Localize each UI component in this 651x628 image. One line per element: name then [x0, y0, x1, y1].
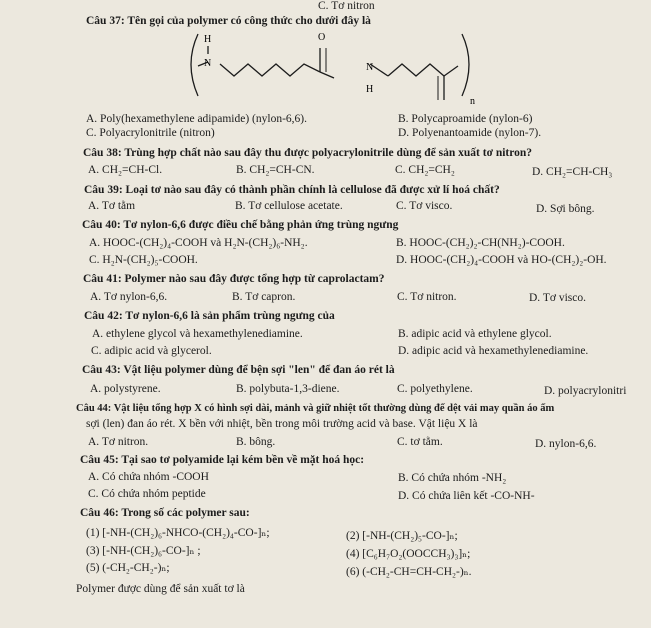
q40-option-b: B. HOOC-(CH₂)₂-CH(NH₂)-COOH. [396, 237, 565, 249]
q45-option-b: B. Có chứa nhóm -NH₂ [398, 472, 507, 484]
q43-option-d: D. polyacrylonitri [544, 385, 627, 397]
struct-n2: N [366, 62, 374, 73]
q37-option-a: A. Poly(hexamethylene adipamide) (nylon-6,6). [86, 113, 307, 125]
q39-option-d: D. Sợi bông. [536, 203, 595, 215]
q41-option-a: A. Tơ nylon-6,6. [90, 291, 168, 303]
q43-option-a: A. polystyrene. [90, 383, 161, 395]
nylon-66-structure [180, 26, 500, 108]
q44-option-b: B. bông. [236, 436, 276, 448]
struct-h2: H [366, 84, 374, 95]
q45-option-d: D. Có chứa liên kết -CO-NH- [398, 490, 535, 502]
q46-item-1: (1) [-NH-(CH₂)₆-NHCO-(CH₂)₄-CO-]ₙ; [86, 527, 270, 539]
q43-stem: Câu 43: Vật liệu polymer dùng để bện sợi "len" để đan áo rét là [82, 364, 395, 376]
q38-option-b: B. CH₂=CH-CN. [236, 164, 315, 176]
q42-option-b: B. adipic acid và ethylene glycol. [398, 328, 552, 340]
q39-option-b: B. Tơ cellulose acetate. [235, 200, 343, 212]
q37-option-d: D. Polyenantoamide (nylon-7). [398, 127, 542, 139]
q40-option-a: A. HOOC-(CH₂)₄-COOH và H₂N-(CH₂)₆-NH₂. [89, 237, 308, 249]
q40-option-d: D. HOOC-(CH₂)₄-COOH và HO-(CH₂)₂-OH. [396, 254, 607, 266]
q42-option-a: A. ethylene glycol và hexamethylenediamine. [92, 328, 303, 340]
q43-option-c: C. polyethylene. [397, 383, 473, 395]
q39-stem: Câu 39: Loại tơ nào sau đây có thành phần chính là cellulose đã được xử lí hoá chất? [84, 184, 500, 196]
struct-n-sub: n [470, 96, 475, 107]
q38-option-d: D. CH₂=CH-CH₃ [532, 166, 613, 178]
q42-option-c: C. adipic acid và glycerol. [91, 345, 212, 357]
q44-option-c: C. tơ tằm. [397, 436, 443, 448]
q37-option-c: C. Polyacrylonitrile (nitron) [86, 127, 215, 139]
q37-stem: Câu 37: Tên gọi của polymer có công thức cho dưới đây là [86, 15, 371, 27]
q46-item-2: (2) [-NH-(CH₂)₅-CO-]ₙ; [346, 530, 458, 542]
q38-option-c: C. CH₂=CH₂ [395, 164, 455, 176]
q45-stem: Câu 45: Tại sao tơ polyamide lại kém bền về mặt hoá học: [80, 454, 365, 466]
q38-stem: Câu 38: Trùng hợp chất nào sau đây thu được polyacrylonitrile dùng để sản xuất tơ nitron? [83, 147, 533, 159]
q40-option-c: C. H₂N-(CH₂)₅-COOH. [89, 254, 198, 266]
q42-option-d: D. adipic acid và hexamethylenediamine. [398, 345, 589, 357]
q40-stem: Câu 40: Tơ nylon-6,6 được điều chế bằng phản ứng trùng ngưng [82, 219, 399, 231]
q41-option-b: B. Tơ capron. [232, 291, 296, 303]
q41-option-d: D. Tơ visco. [529, 292, 586, 304]
struct-n1: N [204, 58, 212, 69]
q46-item-6: (6) (-CH₂-CH=CH-CH₂-)ₙ. [346, 566, 472, 578]
struct-h1: H [204, 34, 212, 45]
q43-option-b: B. polybuta-1,3-diene. [236, 383, 340, 395]
q46-item-4: (4) [C₆H₇O₂(OOCCH₃)₃]ₙ; [346, 548, 471, 560]
q44-stem-line2: sợi (len) đan áo rét. X bền với nhiệt, bền trong môi trường acid và base. Vật liệu X là [86, 418, 478, 430]
q37-option-b: B. Polycaproamide (nylon-6) [398, 113, 533, 125]
q38-option-a: A. CH₂=CH-Cl. [88, 164, 163, 176]
q46-stem: Câu 46: Trong số các polymer sau: [80, 507, 250, 519]
q42-stem: Câu 42: Tơ nylon-6,6 là sản phẩm trùng ngưng của [84, 310, 335, 322]
q46-tail: Polymer được dùng để sản xuất tơ là [76, 583, 245, 595]
q41-stem: Câu 41: Polymer nào sau đây được tổng hợp từ caprolactam? [83, 273, 385, 285]
q44-stem-line1: Câu 44: Vật liệu tổng hợp X có hình sợi dài, mảnh và giữ nhiệt tốt thường dùng để dệt vải may quần áo ấm [76, 403, 555, 414]
q41-option-c: C. Tơ nitron. [397, 291, 457, 303]
struct-o: O [318, 32, 326, 43]
q46-item-5: (5) (-CH₂-CH₂-)ₙ; [86, 562, 170, 574]
top-fragment: C. Tơ nitron [318, 0, 375, 12]
q44-option-d: D. nylon-6,6. [535, 438, 597, 450]
q45-option-c: C. Có chứa nhóm peptide [88, 488, 206, 500]
q45-option-a: A. Có chứa nhóm -COOH [88, 471, 209, 483]
q46-item-3: (3) [-NH-(CH₂)₆-CO-]ₙ ; [86, 545, 201, 557]
q39-option-a: A. Tơ tằm [88, 200, 136, 212]
q39-option-c: C. Tơ visco. [396, 200, 453, 212]
q44-option-a: A. Tơ nitron. [88, 436, 149, 448]
